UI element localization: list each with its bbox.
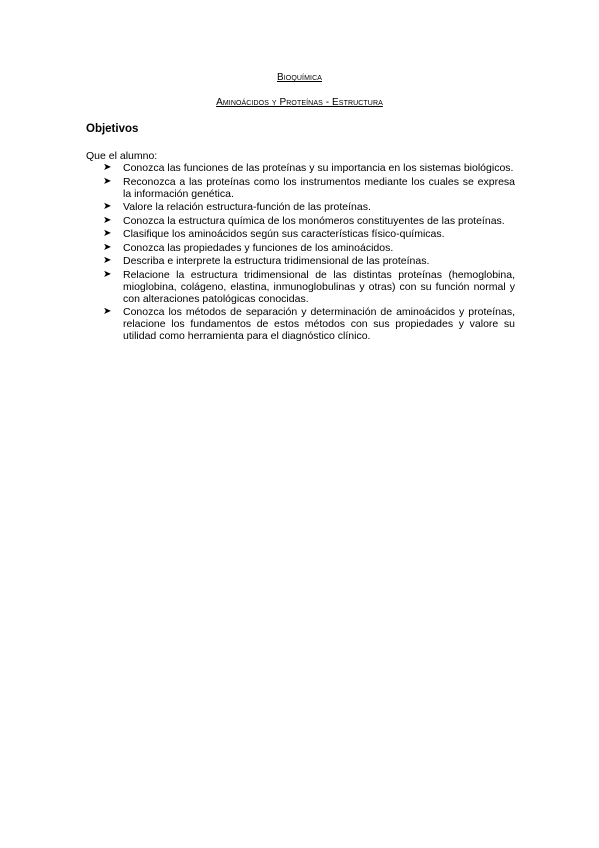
document-title: Bioquímica — [276, 72, 322, 83]
objective-text: Relacione la estructura tridimensional de las distintas proteínas (hemoglobina, mioglobina, colágeno, elastina, inmunoglobulinas y otras) con su función normal y con alteraciones patológicas conocidas. — [123, 268, 515, 305]
objective-item — [103, 215, 515, 227]
intro-text: Que el alumno: — [86, 150, 158, 162]
objective-text: Conozca las propiedades y funciones de los aminoácidos. — [123, 241, 394, 254]
objective-text: Conozca la estructura química de los monómeros constituyentes de las proteínas. — [123, 214, 505, 227]
arrowhead-bullet-icon: ➤ — [103, 306, 112, 317]
arrowhead-bullet-icon: ➤ — [103, 255, 112, 266]
objective-text: Conozca las funciones de las proteínas y su importancia en los sistemas biológicos. — [123, 162, 514, 174]
objective-item — [103, 176, 515, 200]
arrowhead-bullet-icon: ➤ — [103, 201, 112, 212]
arrowhead-bullet-icon: ➤ — [103, 241, 112, 253]
objective-text: Valore la relación estructura-función de las proteínas. — [123, 201, 371, 213]
objective-item — [103, 228, 515, 240]
section-heading: Objetivos — [86, 123, 139, 135]
objective-text: Reconozca a las proteínas como los instrumentos mediante los cuales se expresa la información genética. — [123, 175, 515, 200]
arrowhead-bullet-icon: ➤ — [103, 268, 112, 280]
objective-text: Describa e interprete la estructura tridimensional de las proteínas. — [123, 255, 430, 267]
objectives-list — [103, 162, 515, 344]
objective-text: Conozca los métodos de separación y determinación de aminoácidos y proteínas, relacione los fundamentos de estos métodos con sus propiedades y valore su utilidad como herramienta para el diagnóstico clínico. — [123, 306, 515, 342]
arrowhead-bullet-icon: ➤ — [103, 214, 112, 226]
arrowhead-bullet-icon: ➤ — [103, 162, 112, 173]
objective-item — [103, 255, 515, 267]
objective-item — [103, 306, 515, 342]
objective-item — [103, 201, 515, 213]
objective-item — [103, 269, 515, 305]
arrowhead-bullet-icon: ➤ — [103, 175, 112, 187]
objective-text: Clasifique los aminoácidos según sus características físico-químicas. — [123, 228, 445, 240]
arrowhead-bullet-icon: ➤ — [103, 228, 112, 239]
objective-item — [103, 242, 515, 254]
document-subtitle: Aminoácidos y Proteínas - Estructura — [216, 97, 383, 108]
objective-item — [103, 162, 515, 174]
